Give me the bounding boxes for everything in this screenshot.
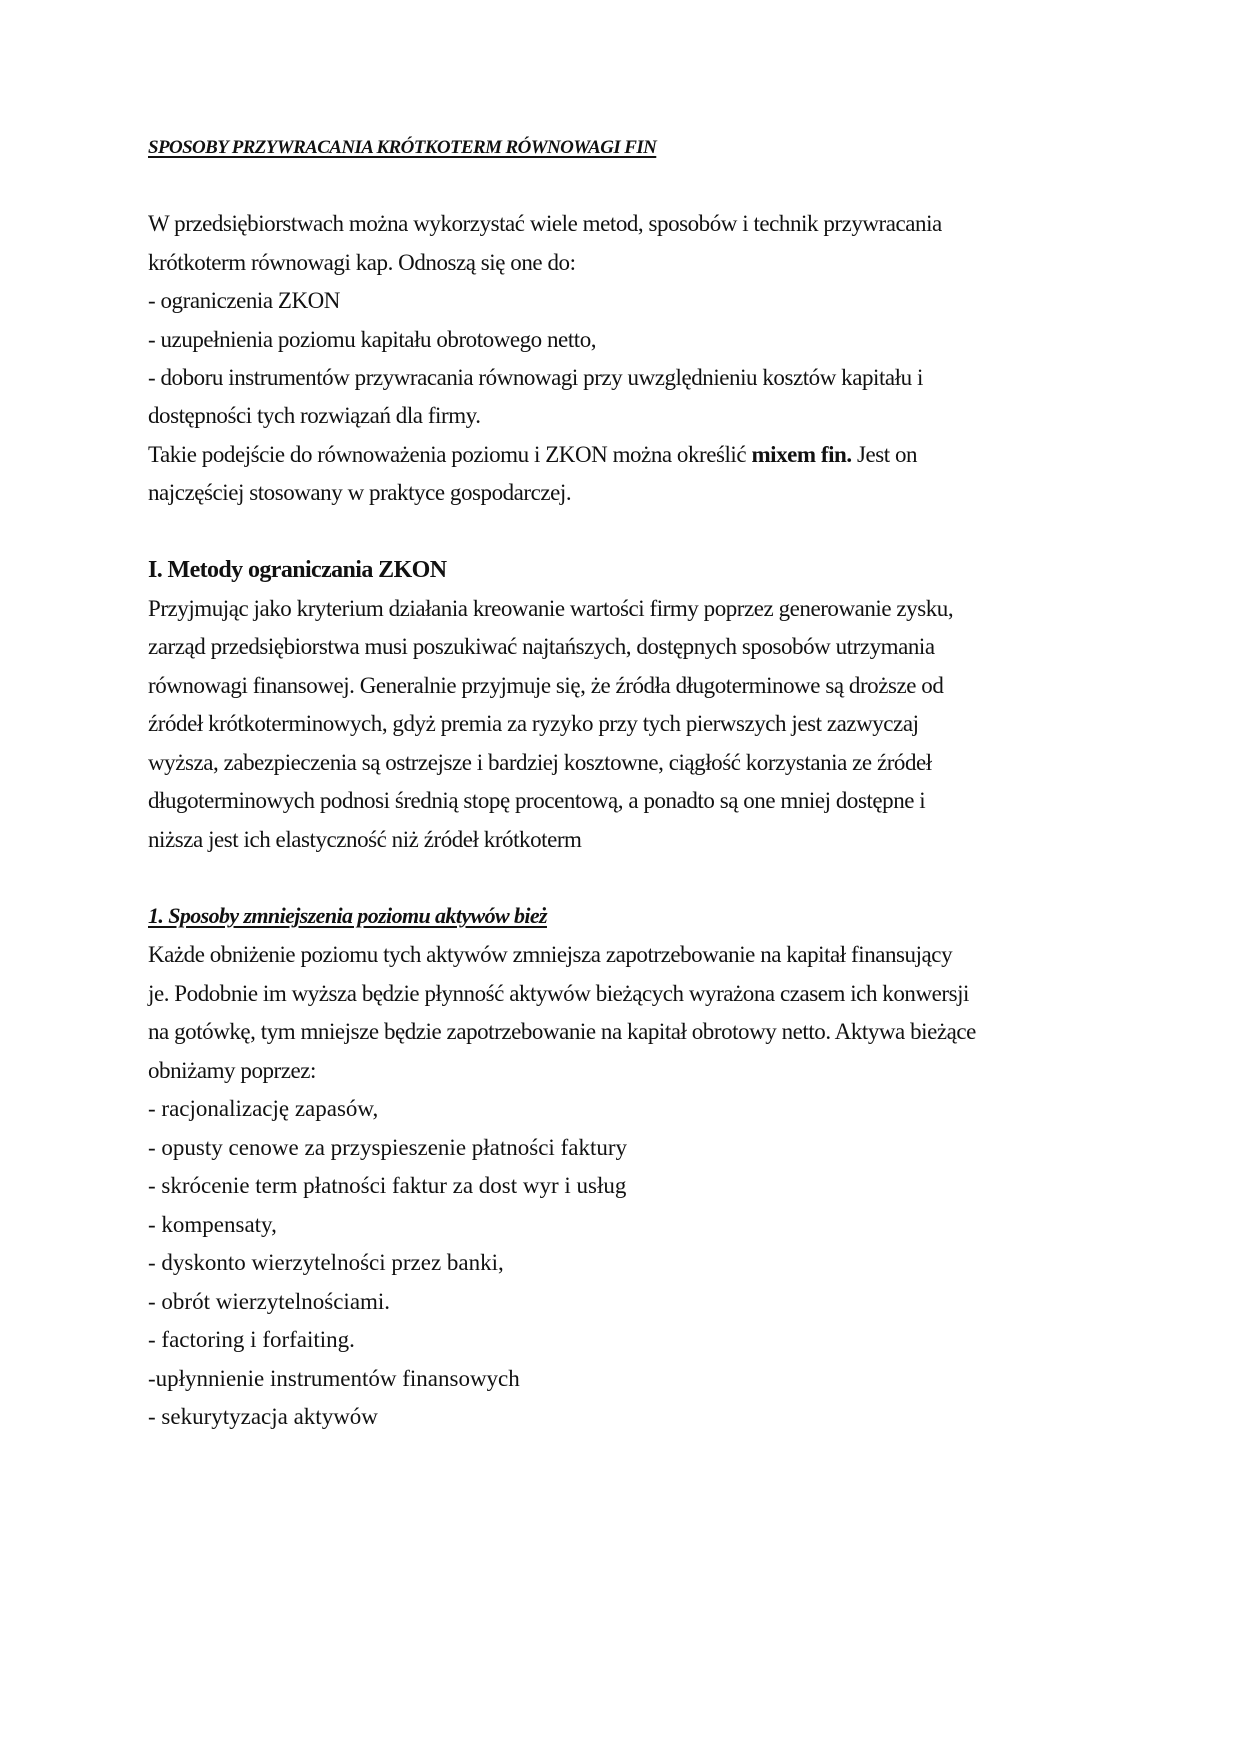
section-line-1: Przyjmując jako kryterium działania kreowanie wartości firmy poprzez generowanie zysku, xyxy=(148,596,954,621)
document-title: SPOSOBY PRZYWRACANIA KRÓTKOTERM RÓWNOWAGI FIN xyxy=(148,137,657,158)
section-line-3: równowagi finansowej. Generalnie przyjmuje się, że źródła długoterminowe są droższe od xyxy=(148,673,944,698)
subsection-line-2: je. Podobnie im wyższa będzie płynność aktywów bieżących wyrażona czasem ich konwersji xyxy=(148,981,969,1006)
intro-line-1: W przedsiębiorstwach można wykorzystać wiele metod, sposobów i technik przywracania xyxy=(148,211,942,236)
intro-mix-text-after: Jest on xyxy=(851,442,918,467)
list-item: - dyskonto wierzytelności przez banki, xyxy=(148,1250,504,1275)
section-line-6: długoterminowych podnosi średnią stopę procentową, a ponadto są one mniej dostępne i xyxy=(148,788,926,813)
list-item: - skrócenie term płatności faktur za dost wyr i usług xyxy=(148,1173,627,1198)
intro-line-2: krótkoterm równowagi kap. Odnoszą się one do: xyxy=(148,250,576,275)
intro-list-item-1: - ograniczenia ZKON xyxy=(148,288,340,313)
list-item: - sekurytyzacja aktywów xyxy=(148,1404,378,1429)
intro-list-item-3: - doboru instrumentów przywracania równowagi przy uwzględnieniu kosztów kapitału i xyxy=(148,365,923,390)
intro-mix-bold-term: mixem fin. xyxy=(751,442,852,467)
list-item: -upłynnienie instrumentów finansowych xyxy=(148,1366,520,1391)
section-line-4: źródeł krótkoterminowych, gdyż premia za ryzyko przy tych pierwszych jest zazwyczaj xyxy=(148,711,919,736)
list-item: - factoring i forfaiting. xyxy=(148,1327,355,1352)
subsection-line-4: obniżamy poprzez: xyxy=(148,1058,316,1083)
subsection-line-3: na gotówkę, tym mniejsze będzie zapotrzebowanie na kapitał obrotowy netto. Aktywa bieżące xyxy=(148,1019,976,1044)
section-line-5: wyższa, zabezpieczenia są ostrzejsze i bardziej kosztowne, ciągłość korzystania ze źródeł xyxy=(148,750,932,775)
intro-list-item-3-cont: dostępności tych rozwiązań dla firmy. xyxy=(148,403,481,428)
intro-mix-line xyxy=(148,441,917,469)
list-item: - kompensaty, xyxy=(148,1212,277,1237)
intro-mix-text-before: Takie podejście do równoważenia poziomu i ZKON można określić xyxy=(148,442,752,467)
list-item: - obrót wierzytelnościami. xyxy=(148,1289,391,1314)
subsection-heading: 1. Sposoby zmniejszenia poziomu aktywów bież xyxy=(148,903,547,928)
section-line-2: zarząd przedsiębiorstwa musi poszukiwać najtańszych, dostępnych sposobów utrzymania xyxy=(148,634,935,659)
list-item: - racjonalizację zapasów, xyxy=(148,1096,379,1121)
subsection-line-1: Każde obniżenie poziomu tych aktywów zmniejsza zapotrzebowanie na kapitał finansujący xyxy=(148,942,953,967)
section-heading: I. Metody ograniczania ZKON xyxy=(148,557,447,583)
intro-list-item-2: - uzupełnienia poziomu kapitału obrotowego netto, xyxy=(148,327,597,352)
intro-last-line: najczęściej stosowany w praktyce gospodarczej. xyxy=(148,480,572,505)
section-line-7: niższa jest ich elastyczność niż źródeł krótkoterm xyxy=(148,827,582,852)
list-item: - opusty cenowe za przyspieszenie płatności faktury xyxy=(148,1135,627,1160)
